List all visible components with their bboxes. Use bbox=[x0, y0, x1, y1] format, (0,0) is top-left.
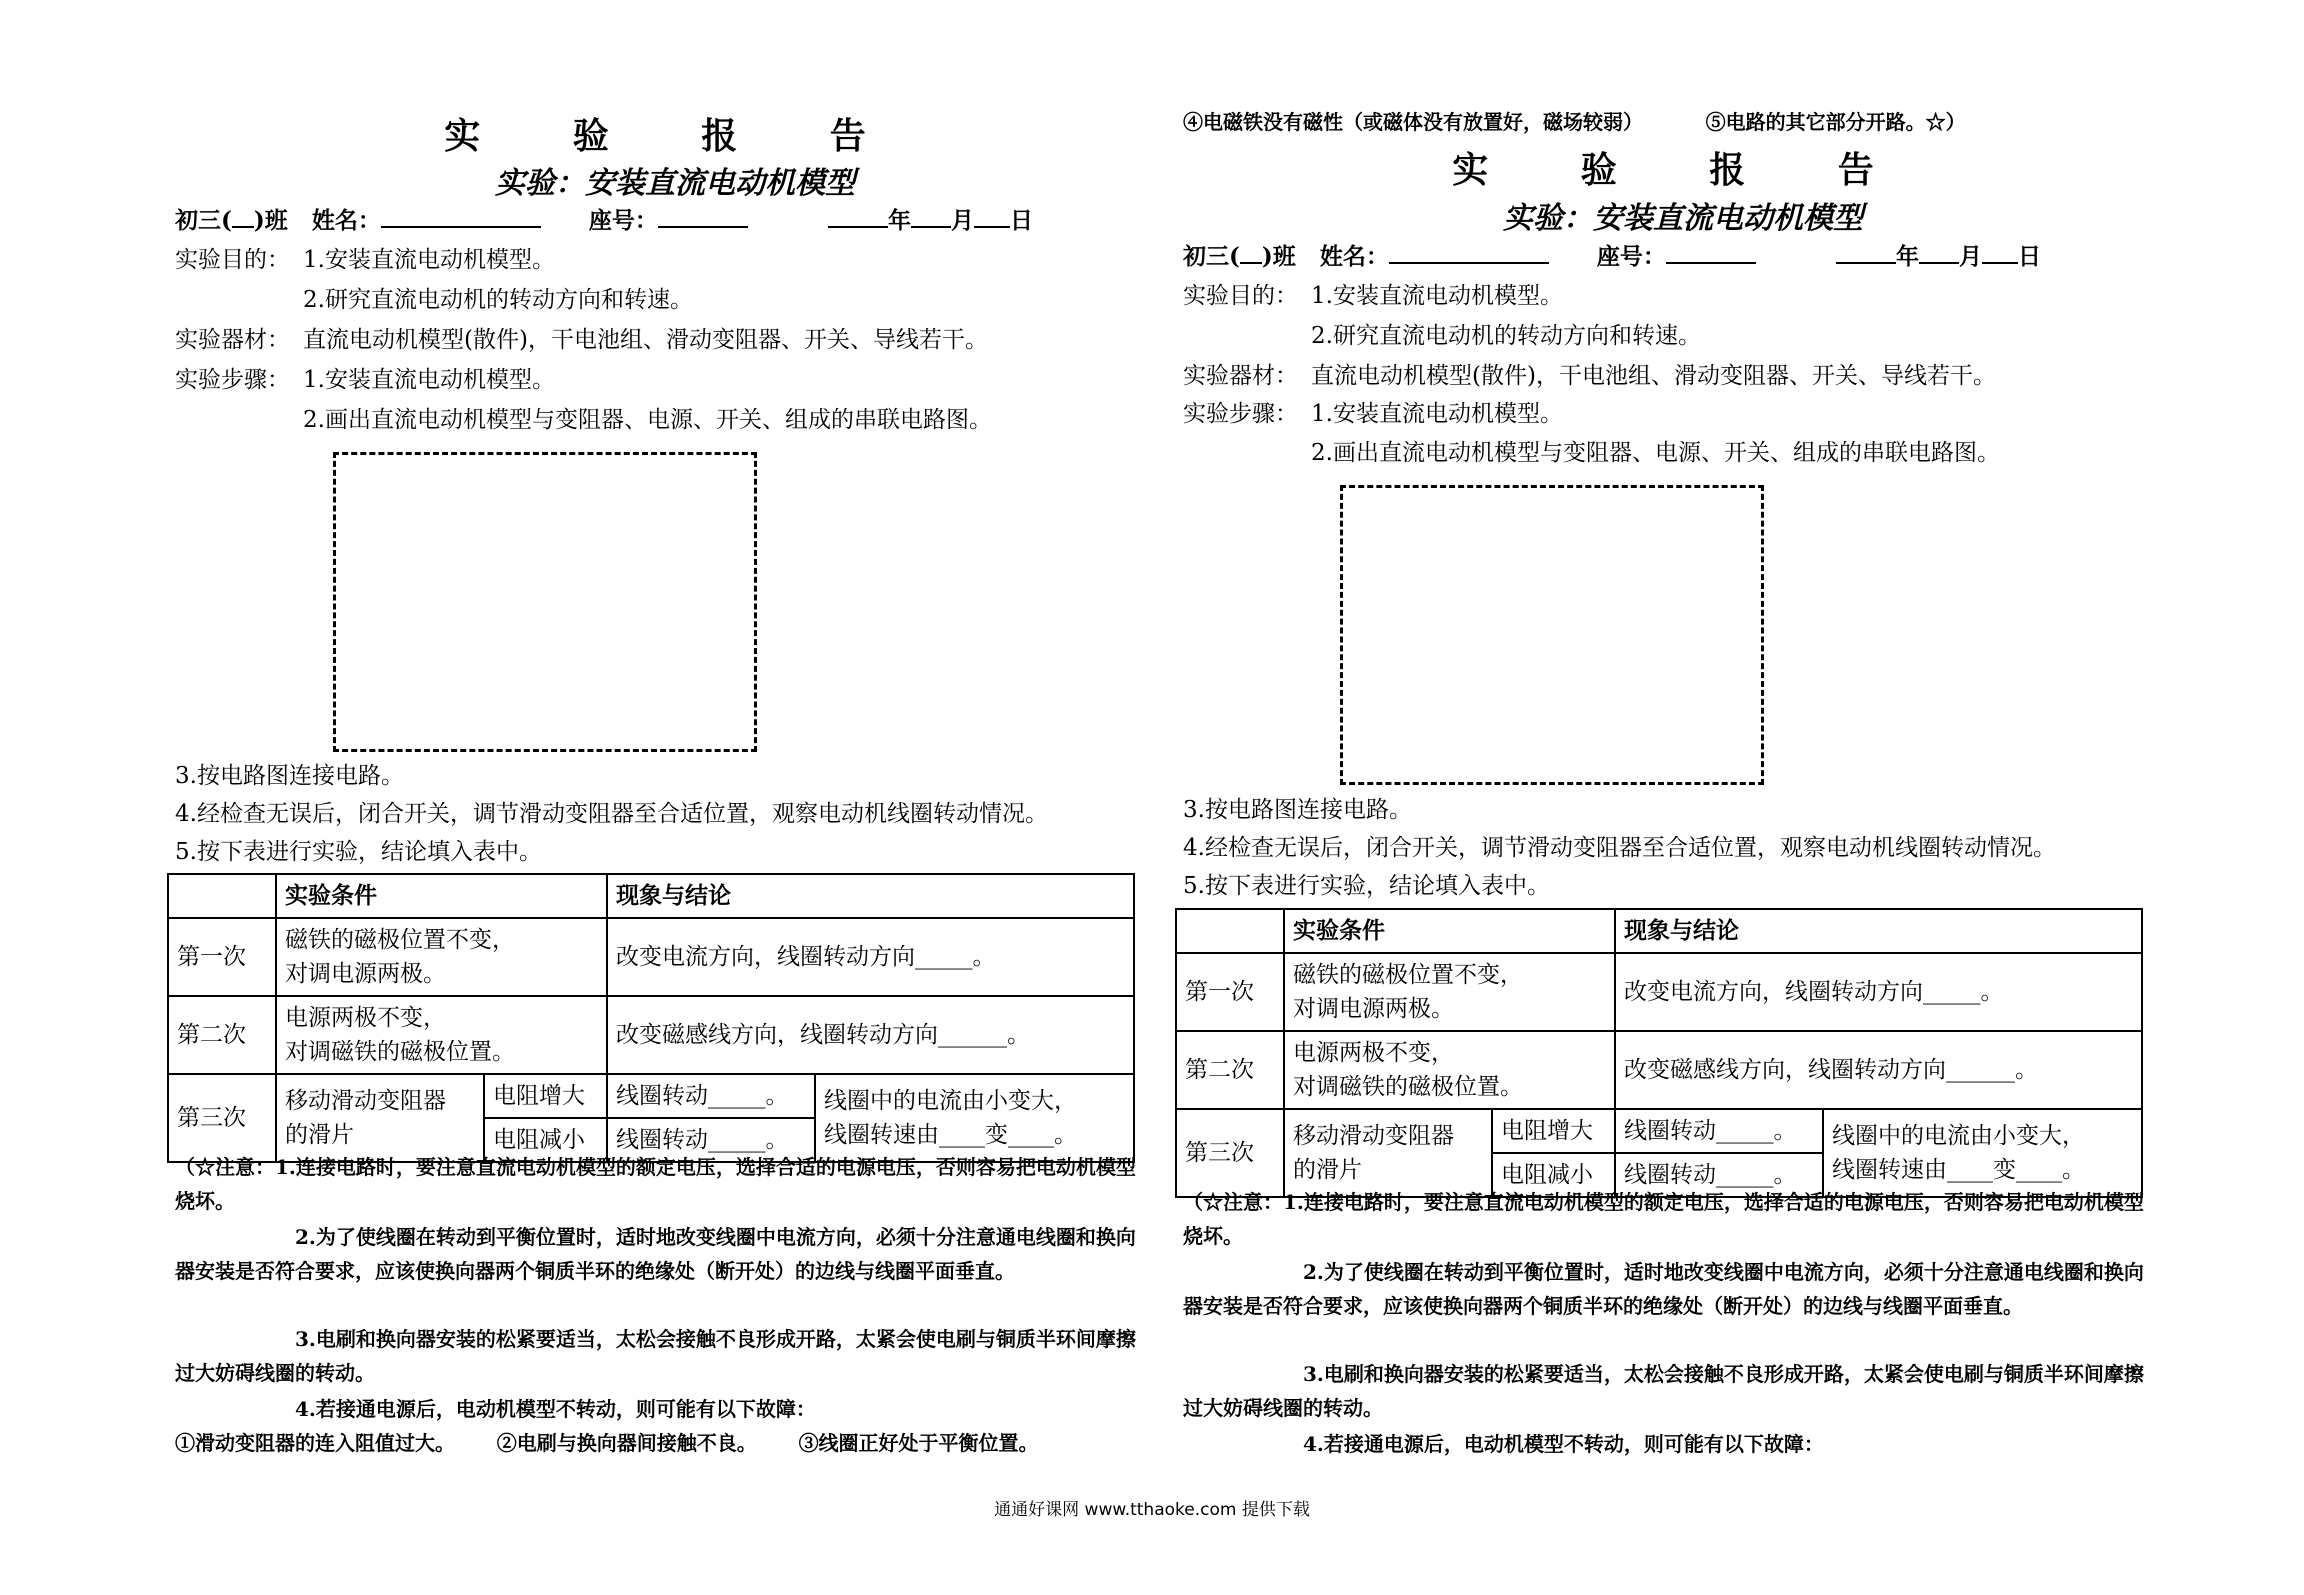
class-blank bbox=[1240, 240, 1262, 264]
purpose-1: 1.安装直流电动机模型。 bbox=[303, 247, 555, 273]
year-blank bbox=[1836, 240, 1896, 264]
report-right bbox=[1183, 0, 2183, 1500]
fault-list-right-top: ④电磁铁没有磁性（或磁体没有放置好，磁场较弱） ⑤电路的其它部分开路。☆） bbox=[1183, 110, 1966, 134]
name-blank bbox=[381, 204, 541, 228]
note-4: 4.若接通电源后，电动机模型不转动，则可能有以下故障： bbox=[295, 1397, 816, 1421]
equipment-text: 直流电动机模型(散件)，干电池组、滑动变阻器、开关、导线若干。 bbox=[1311, 363, 1996, 389]
student-info-line: 初三( )班 姓名： 座号： 年 月 日 bbox=[1183, 240, 2041, 273]
table-row: 电阻减小 线圈转动_____。 bbox=[1176, 1153, 2142, 1197]
seat-blank bbox=[658, 204, 748, 228]
table-row: 电阻减小 线圈转动_____。 bbox=[168, 1118, 1134, 1162]
note-4: 4.若接通电源后，电动机模型不转动，则可能有以下故障： bbox=[1303, 1432, 1824, 1456]
note-1: （☆注意：1.连接电路时，要注意直流电动机模型的额定电压，选择合适的电源电压，否则容易把电动机模型烧坏。 bbox=[175, 1155, 1136, 1213]
table-row: 第三次 移动滑动变阻器 的滑片 电阻增大 线圈转动_____。 线圈中的电流由小变大， 线圈转速由____变____。 bbox=[1176, 1109, 2142, 1153]
table-row: 第一次 磁铁的磁极位置不变， 对调电源两极。 改变电流方向，线圈转动方向_____。 bbox=[168, 918, 1134, 996]
step-5: 5.按下表进行实验，结论填入表中。 bbox=[175, 839, 542, 865]
circuit-diagram-box bbox=[333, 452, 757, 752]
table-row: 第二次 电源两极不变， 对调磁铁的磁极位置。 改变磁感线方向，线圈转动方向______。 bbox=[168, 996, 1134, 1074]
purpose-2: 2.研究直流电动机的转动方向和转速。 bbox=[1311, 323, 1701, 349]
month-blank bbox=[911, 204, 951, 228]
purpose-label: 实验目的： bbox=[175, 247, 290, 273]
table-row: 第二次 电源两极不变， 对调磁铁的磁极位置。 改变磁感线方向，线圈转动方向______。 bbox=[1176, 1031, 2142, 1109]
purpose-2: 2.研究直流电动机的转动方向和转速。 bbox=[303, 287, 693, 313]
table-row: 第一次 磁铁的磁极位置不变， 对调电源两极。 改变电流方向，线圈转动方向_____。 bbox=[1176, 953, 2142, 1031]
page-subtitle: 实验：安装直流电动机模型 bbox=[495, 166, 855, 201]
table-row: 第三次 移动滑动变阻器 的滑片 电阻增大 线圈转动_____。 线圈中的电流由小变大， 线圈转速由____变____。 bbox=[168, 1074, 1134, 1118]
experiment-table bbox=[1175, 908, 2143, 1198]
page-title: 实 验 报 告 bbox=[444, 115, 906, 157]
step-2: 2.画出直流电动机模型与变阻器、电源、开关、组成的串联电路图。 bbox=[1311, 440, 2000, 466]
note-1: （☆注意：1.连接电路时，要注意直流电动机模型的额定电压，选择合适的电源电压，否则容易把电动机模型烧坏。 bbox=[1183, 1190, 2144, 1248]
note-2: 2.为了使线圈在转动到平衡位置时，适时地改变线圈中电流方向，必须十分注意通电线圈和换向器安装是否符合要求，应该使换向器两个铜质半环的绝缘处（断开处）的边线与线圈平面垂直。 bbox=[175, 1225, 1136, 1283]
steps-label: 实验步骤： bbox=[1183, 401, 1298, 427]
student-info-line: 初三( )班 姓名： 座号： 年 月 日 bbox=[175, 204, 1033, 237]
circuit-diagram-box bbox=[1340, 485, 1764, 785]
step-1: 1.安装直流电动机模型。 bbox=[303, 367, 555, 393]
page-footer: 通通好课网 www.tthaoke.com 提供下载 bbox=[994, 1500, 1310, 1520]
note-3: 3.电刷和换向器安装的松紧要适当，太松会接触不良形成开路，太紧会使电刷与铜质半环间摩擦过大妨碍线圈的转动。 bbox=[175, 1327, 1136, 1385]
step-5: 5.按下表进行实验，结论填入表中。 bbox=[1183, 873, 1550, 899]
step-2: 2.画出直流电动机模型与变阻器、电源、开关、组成的串联电路图。 bbox=[303, 407, 992, 433]
seat-blank bbox=[1666, 240, 1756, 264]
page-title: 实 验 报 告 bbox=[1452, 149, 1914, 191]
step-3: 3.按电路图连接电路。 bbox=[1183, 797, 1412, 823]
purpose-label: 实验目的： bbox=[1183, 283, 1298, 309]
table-row: 实验条件 现象与结论 bbox=[168, 874, 1134, 918]
step-4: 4.经检查无误后，闭合开关，调节滑动变阻器至合适位置，观察电动机线圈转动情况。 bbox=[175, 801, 1048, 827]
day-blank bbox=[974, 204, 1010, 228]
note-3: 3.电刷和换向器安装的松紧要适当，太松会接触不良形成开路，太紧会使电刷与铜质半环间摩擦过大妨碍线圈的转动。 bbox=[1183, 1362, 2144, 1420]
equipment-text: 直流电动机模型(散件)，干电池组、滑动变阻器、开关、导线若干。 bbox=[303, 327, 988, 353]
page-subtitle: 实验：安装直流电动机模型 bbox=[1503, 201, 1863, 236]
day-blank bbox=[1982, 240, 2018, 264]
equipment-label: 实验器材： bbox=[1183, 363, 1298, 389]
month-blank bbox=[1919, 240, 1959, 264]
step-4: 4.经检查无误后，闭合开关，调节滑动变阻器至合适位置，观察电动机线圈转动情况。 bbox=[1183, 835, 2056, 861]
step-1: 1.安装直流电动机模型。 bbox=[1311, 401, 1563, 427]
purpose-1: 1.安装直流电动机模型。 bbox=[1311, 283, 1563, 309]
equipment-label: 实验器材： bbox=[175, 327, 290, 353]
report-left bbox=[175, 0, 1175, 1500]
fault-list-left: ①滑动变阻器的连入阻值过大。 ②电刷与换向器间接触不良。 ③线圈正好处于平衡位置。 bbox=[175, 1431, 1039, 1455]
step-3: 3.按电路图连接电路。 bbox=[175, 763, 404, 789]
name-blank bbox=[1389, 240, 1549, 264]
note-2: 2.为了使线圈在转动到平衡位置时，适时地改变线圈中电流方向，必须十分注意通电线圈和换向器安装是否符合要求，应该使换向器两个铜质半环的绝缘处（断开处）的边线与线圈平面垂直。 bbox=[1183, 1260, 2144, 1318]
experiment-table bbox=[167, 873, 1135, 1163]
steps-label: 实验步骤： bbox=[175, 367, 290, 393]
table-row: 实验条件 现象与结论 bbox=[1176, 909, 2142, 953]
year-blank bbox=[828, 204, 888, 228]
class-blank bbox=[232, 204, 254, 228]
